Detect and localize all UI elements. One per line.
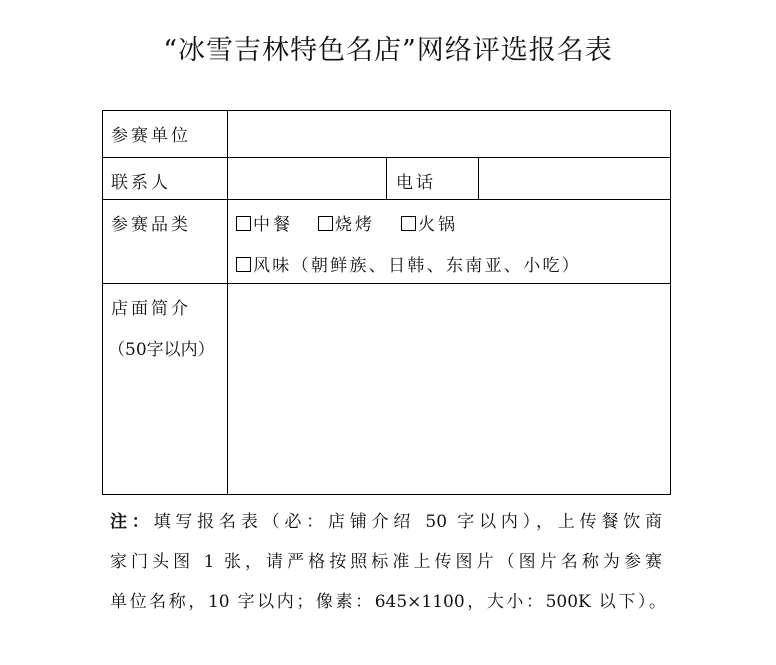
checkbox[interactable] bbox=[401, 216, 416, 231]
option-chinese[interactable] bbox=[236, 210, 293, 235]
phone-input[interactable] bbox=[480, 159, 669, 198]
option-label: 中餐 bbox=[253, 215, 293, 235]
note-line-3: 单位名称，10 字以内；像素：645×1100，大小：500K 以下）。 bbox=[110, 592, 666, 612]
note-text: 填写报名表（必：店铺介绍 50 字以内），上传餐饮商 bbox=[153, 512, 662, 532]
divider bbox=[227, 110, 228, 495]
note-line-2: 家门头图 1 张，请严格按照标准上传图片（图片名称为参赛 bbox=[110, 552, 662, 572]
intro-label: 店面简介 bbox=[111, 299, 191, 319]
phone-label: 电话 bbox=[396, 173, 436, 193]
checkbox[interactable] bbox=[236, 216, 251, 231]
intro-hint: （50字以内） bbox=[108, 340, 215, 360]
divider bbox=[102, 199, 671, 200]
divider bbox=[386, 157, 387, 199]
contact-input[interactable] bbox=[229, 159, 385, 198]
divider bbox=[670, 110, 671, 495]
option-label: 火锅 bbox=[418, 215, 458, 235]
note-prefix: 注： bbox=[110, 512, 154, 532]
divider bbox=[102, 283, 671, 284]
checkbox[interactable] bbox=[236, 257, 251, 272]
unit-label: 参赛单位 bbox=[111, 126, 191, 146]
divider bbox=[478, 157, 479, 199]
intro-input[interactable] bbox=[229, 285, 669, 493]
option-flavor[interactable] bbox=[236, 251, 581, 276]
contact-label: 联系人 bbox=[111, 173, 171, 193]
option-label: 烧烤 bbox=[335, 215, 375, 235]
divider bbox=[102, 494, 671, 495]
unit-input[interactable] bbox=[229, 112, 669, 156]
divider bbox=[102, 110, 103, 495]
page-title: “冰雪吉林特色名店”网络评选报名表 bbox=[163, 35, 613, 66]
option-hotpot[interactable] bbox=[401, 210, 458, 235]
option-bbq[interactable] bbox=[318, 210, 375, 235]
checkbox[interactable] bbox=[318, 216, 333, 231]
note-line-1 bbox=[110, 507, 662, 532]
option-label: 风味（朝鲜族、日韩、东南亚、小吃） bbox=[253, 256, 582, 276]
category-label: 参赛品类 bbox=[111, 215, 191, 235]
divider bbox=[102, 110, 671, 111]
